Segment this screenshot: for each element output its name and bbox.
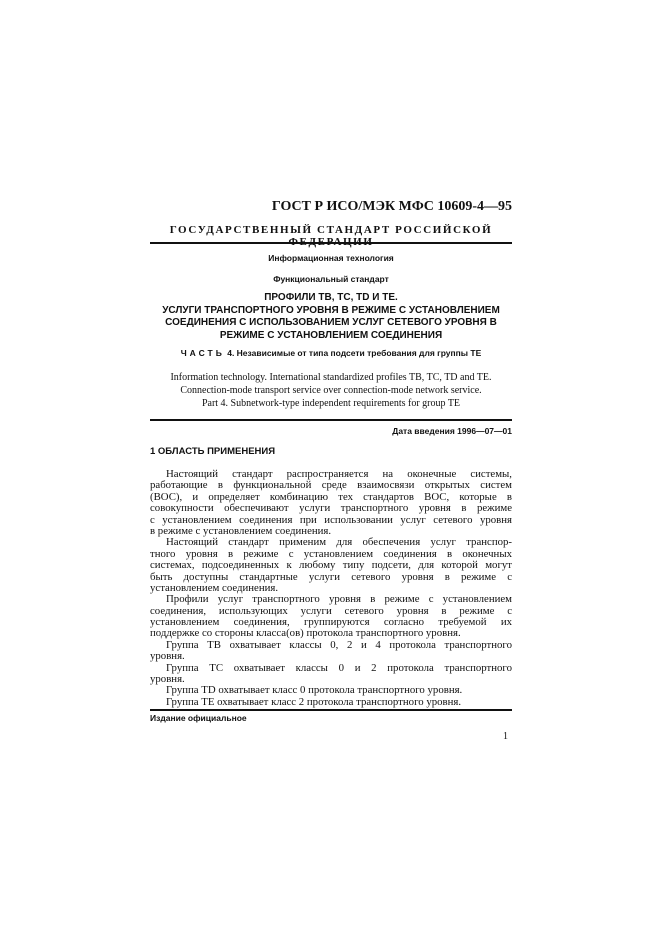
title-line: СОЕДИНЕНИЯ С ИСПОЛЬЗОВАНИЕМ УСЛУГ СЕТЕВОГО УРОВНЯ В [165, 317, 497, 328]
paragraph-line: Группа ТЕ охватывает класс 2 протокола транспортного уровня. [166, 695, 462, 708]
paragraph [150, 640, 512, 663]
paragraph [150, 537, 512, 594]
section-heading: 1 ОБЛАСТЬ ПРИМЕНЕНИЯ [150, 446, 276, 457]
standard-number: ГОСТ Р ИСО/МЭК МФС 10609-4—95 [271, 199, 512, 214]
paragraph-line: Группа ТС охватывает классы 0 и 2 протокола транспортного [166, 661, 512, 674]
paragraph-line: установлением соединения, группируются согласно требуемой их [150, 616, 512, 629]
header-divider [150, 242, 512, 244]
page-number: 1 [503, 731, 508, 742]
paragraph-line: Настоящий стандарт применим для обеспечения услуг транспор- [166, 536, 512, 549]
paragraph-line: Группа TD охватывает класс 0 протокола транспортного уровня. [166, 684, 463, 697]
paragraph-line: быть доступны стандартные услуги сетевого уровня в режиме с [150, 570, 512, 583]
paragraph [150, 469, 512, 537]
document-title [150, 292, 512, 342]
paragraph-line: (ВОС), и определяет комбинацию тех стандартов ВОС, которые в [150, 490, 512, 503]
paragraph-line: совокупности обеспечивают услуги транспортного уровня в режиме [150, 502, 512, 515]
introduction-date: Дата введения 1996—07—01 [392, 426, 512, 436]
title-line: УСЛУГИ ТРАНСПОРТНОГО УРОВНЯ В РЕЖИМЕ С УСТАНОВЛЕНИЕМ [162, 304, 500, 316]
paragraph-line: уровня. [150, 673, 185, 686]
part-heading [150, 348, 512, 358]
subject: Информационная технология [268, 253, 394, 263]
paragraph-line: Группа ТВ охватывает классы 0, 2 и 4 протокола транспортного [166, 638, 512, 651]
part-label: ЧАСТЬ [180, 348, 225, 358]
english-title [150, 371, 512, 410]
paragraph-line: уровня. [150, 650, 185, 663]
english-title-line: Connection-mode transport service over connection-mode network service. [180, 385, 482, 396]
body-text [150, 469, 512, 708]
english-title-line: Part 4. Subnetwork-type independent requirements for group TE [201, 398, 461, 409]
paragraph-line: тного уровня в режиме с установлением соединения в оконечных [150, 547, 512, 560]
english-title-line: Information technology. International standardized profiles TB, TC, TD and TE. [170, 372, 492, 383]
footer-divider [150, 709, 512, 711]
paragraph-line: системах, подсоединенных к любому типу подсети, для которой могут [150, 559, 512, 572]
paragraph-line: соединения, использующих услуги сетевого уровня в режиме с [150, 604, 512, 617]
part-text: 4. Независимые от типа подсети требования для группы ТЕ [227, 348, 482, 358]
paragraph [150, 594, 512, 640]
paragraph [150, 697, 512, 708]
title-line: РЕЖИМЕ С УСТАНОВЛЕНИЕМ СОЕДИНЕНИЯ [219, 329, 443, 341]
paragraph-line: поддержке со стороны класса(ов) протокола транспортного уровня. [150, 627, 461, 640]
title-divider [150, 419, 512, 421]
paragraph-line: с установлением соединения при использовании услуг сетевого уровня [150, 513, 512, 526]
edition-note: Издание официальное [150, 713, 247, 723]
paragraph-line: Профили услуг транспортного уровня в режиме с установлением [166, 593, 512, 606]
standard-type: Функциональный стандарт [273, 274, 389, 284]
paragraph-line: Настоящий стандарт распространяется на оконечные системы, [166, 468, 512, 480]
paragraph-line: работающие в функциональной среде взаимосвязи открытых систем [150, 479, 512, 492]
paragraph-line: в режиме с установлением соединения. [150, 524, 332, 537]
paragraph-line: установлением соединения. [150, 581, 279, 594]
state-standard-heading: ГОСУДАРСТВЕННЫЙ СТАНДАРТ РОССИЙСКОЙ [169, 224, 493, 236]
paragraph [150, 663, 512, 686]
title-line: ПРОФИЛИ ТВ, ТС, TD И ТЕ. [264, 292, 398, 303]
